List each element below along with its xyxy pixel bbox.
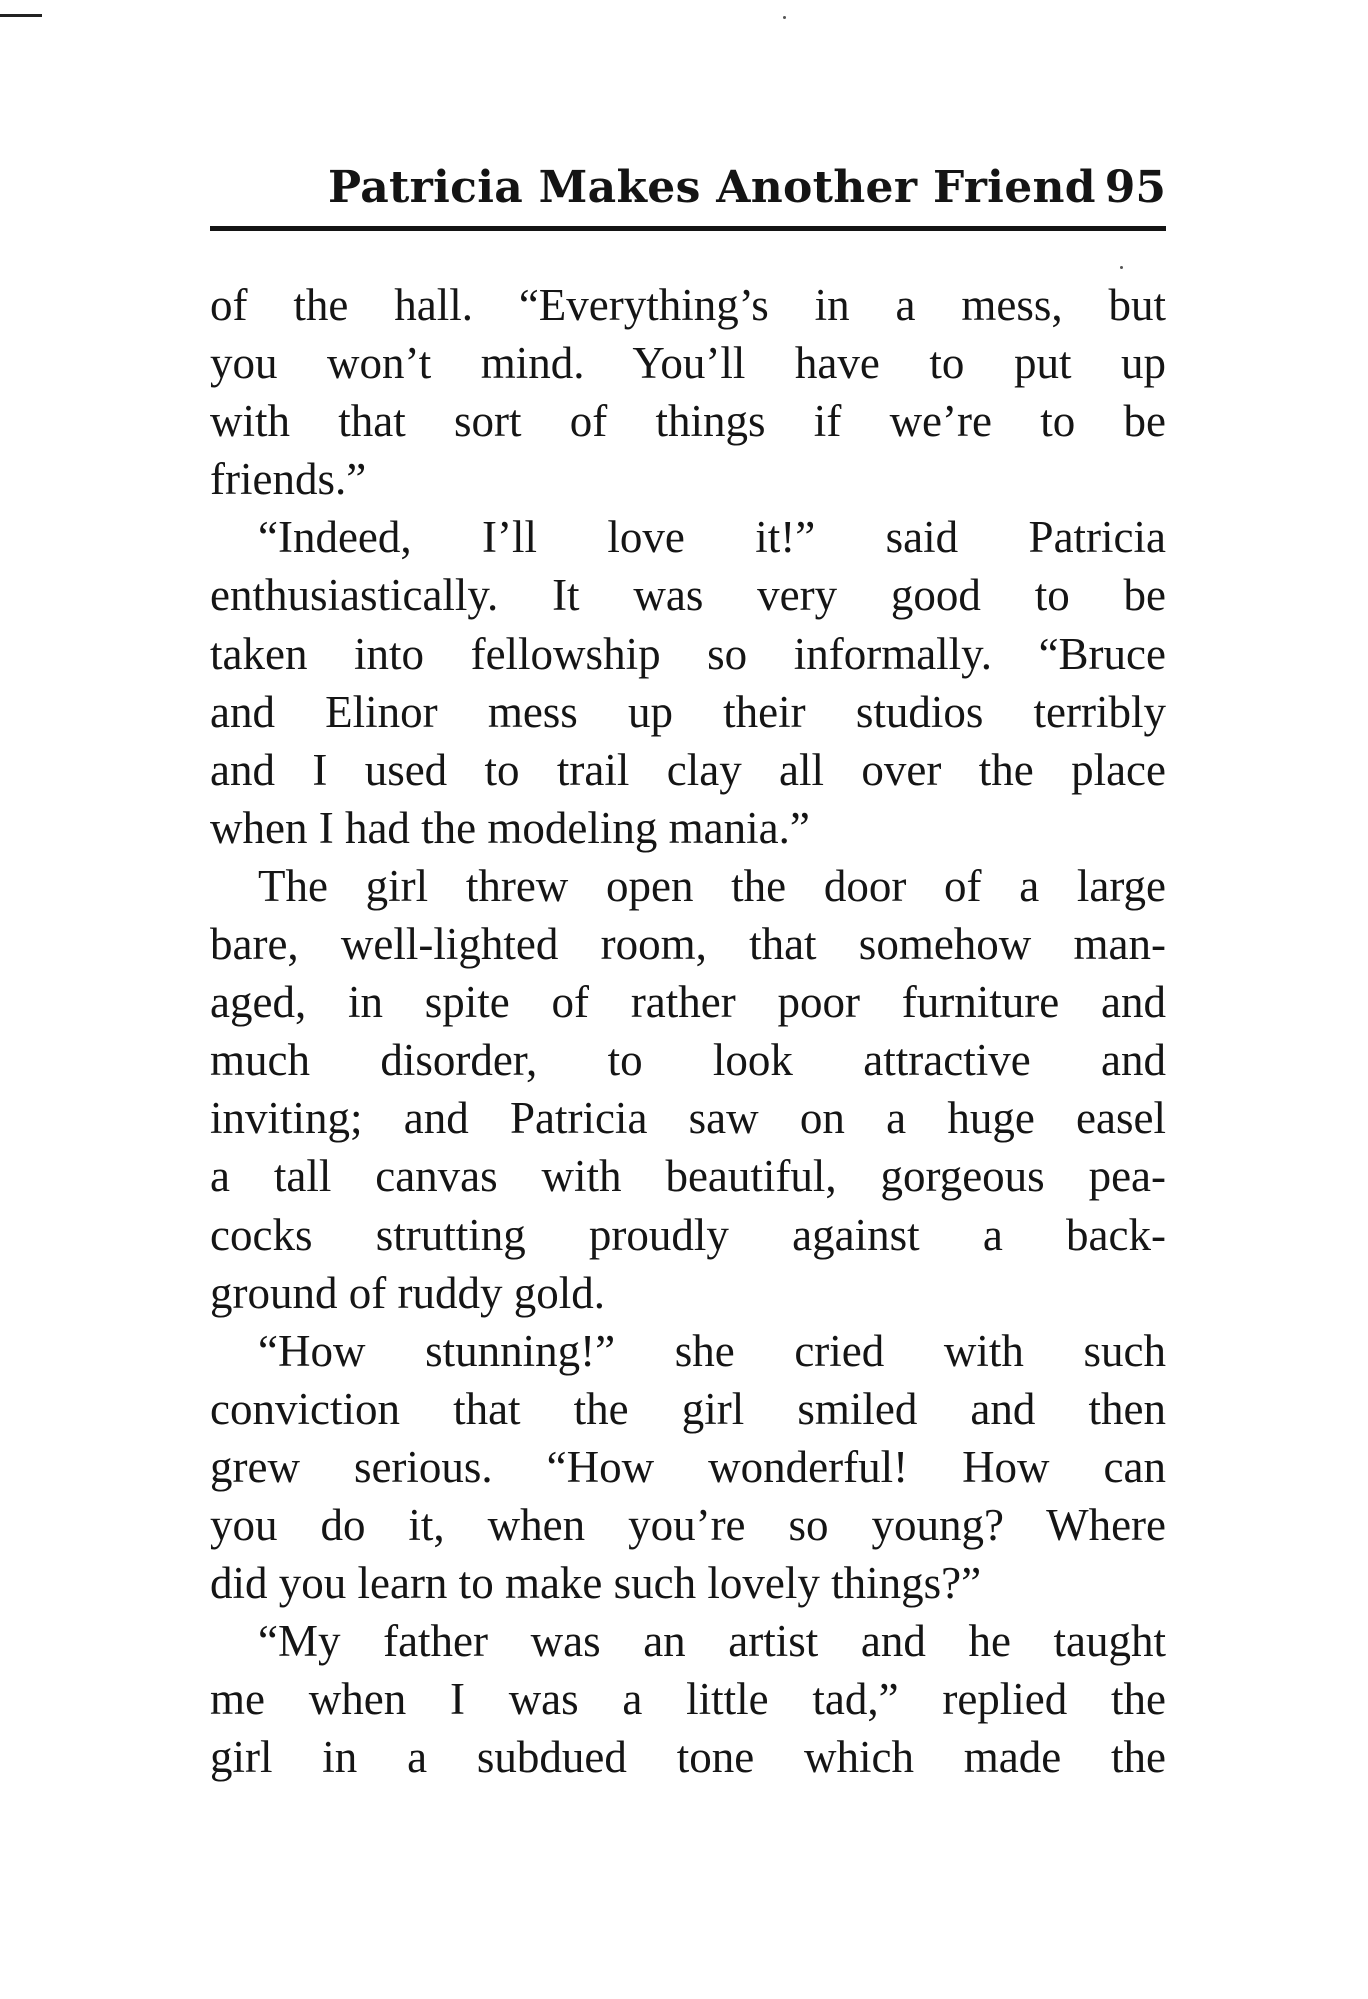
text-line: me when I was a little tad,” replied the bbox=[210, 1674, 1166, 1725]
text-line: you won’t mind. You’ll have to put up bbox=[210, 338, 1166, 389]
text-line: and I used to trail clay all over the place bbox=[210, 744, 1166, 795]
text-line: girl in a subdued tone which made the bbox=[210, 1732, 1166, 1783]
text-line: and Elinor mess up their studios terribly bbox=[210, 686, 1166, 737]
text-line: bare, well-lighted room, that somehow man- bbox=[210, 919, 1166, 970]
text-line: taken into fellowship so informally. “Bruce bbox=[210, 628, 1166, 679]
text-line: ground of ruddy gold. bbox=[210, 1267, 605, 1318]
header-rule bbox=[210, 226, 1166, 231]
text-line: inviting; and Patricia saw on a huge easel bbox=[210, 1093, 1166, 1144]
text-line: conviction that the girl smiled and then bbox=[210, 1383, 1166, 1434]
text-line: you do it, when you’re so young? Where bbox=[210, 1499, 1166, 1550]
running-title: Patricia Makes Another Friend bbox=[328, 162, 1096, 213]
text-line: when I had the modeling mania.” bbox=[210, 802, 810, 853]
text-line: enthusiastically. It was very good to be bbox=[210, 570, 1166, 621]
text-line: friends.” bbox=[210, 454, 367, 505]
text-line: with that sort of things if we’re to be bbox=[210, 396, 1166, 447]
text-line: did you learn to make such lovely things?” bbox=[210, 1558, 982, 1609]
text-line: much disorder, to look attractive and bbox=[210, 1035, 1166, 1086]
text-line: cocks strutting proudly against a back- bbox=[210, 1209, 1166, 1260]
scan-speck bbox=[1120, 266, 1123, 269]
text-line: “How stunning!” she cried with such bbox=[258, 1325, 1166, 1376]
text-line: of the hall. “Everything’s in a mess, but bbox=[210, 280, 1166, 330]
text-line: grew serious. “How wonderful! How can bbox=[210, 1441, 1166, 1492]
running-header bbox=[210, 158, 1166, 228]
page-number: 95 bbox=[1104, 162, 1166, 213]
body-text bbox=[210, 276, 1166, 1786]
text-line: “Indeed, I’ll love it!” said Patricia bbox=[258, 512, 1166, 563]
scan-mark bbox=[0, 14, 42, 17]
text-line: “My father was an artist and he taught bbox=[258, 1616, 1166, 1667]
scan-speck bbox=[783, 16, 786, 19]
text-line: a tall canvas with beautiful, gorgeous pea- bbox=[210, 1151, 1166, 1202]
text-line: aged, in spite of rather poor furniture and bbox=[210, 977, 1166, 1028]
text-line: The girl threw open the door of a large bbox=[258, 860, 1166, 911]
